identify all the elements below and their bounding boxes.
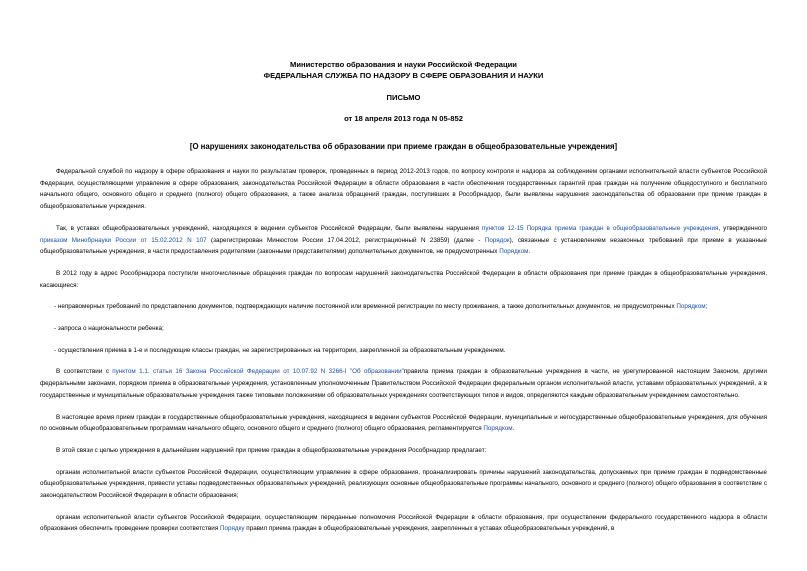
paragraph-7-text-a: В соответствии с bbox=[56, 368, 113, 376]
paragraph-2-text-b: , утвержденного bbox=[718, 224, 767, 232]
ministry-title: Министерство образования и науки Российской Федерации bbox=[290, 60, 517, 69]
document-type: ПИСЬМО bbox=[386, 93, 421, 102]
paragraph-8 bbox=[40, 412, 767, 435]
paragraph-4 bbox=[40, 301, 767, 313]
paragraph-2-text-a: Так, в уставах общеобразовательных учреждений, находящихся в ведении субъектов Российской Федерации, были выявлены нарушения bbox=[56, 224, 482, 232]
paragraph-11-text-a: органам исполнительной власти субъектов Российской Федерации, осуществляющим переданные полномочия Российской Федерации в области образования, при осуществлении федерального государственного надзора в области образования обеспечить проведение проверки соответствия bbox=[40, 513, 767, 533]
document-body bbox=[40, 166, 767, 545]
paragraph-7-text-b: правила приема граждан в образовательные учреждения в части, не урегулированной настоящим Законом, другими федеральными законами, порядком приема в образовательные учреждения, установленным уполномоченным Правительством Российской Федерации федеральным органом исполнительной власти, уставами образовательных учреждений, а в государственные и муниципальные образовательные учреждения также типовыми положениями об образовательных учреждениях соответствующих типов и видов, определяются каждым образовательным учреждением самостоятельно. bbox=[40, 368, 768, 399]
document-date: от 18 апреля 2013 года N 05-852 bbox=[344, 114, 463, 123]
paragraph-4-text-a: - неправомерных требований по представлению документов, подтверждающих наличие постоянной или временной регистрации по месту проживания, а также дополнительных документов, не предусмотренных bbox=[54, 303, 677, 311]
paragraph-5: - запроса о национальности ребенка; bbox=[54, 325, 164, 333]
paragraph-10: органам исполнительной власти субъектов Российской Федерации, осуществляющим управление в сфере образования, проанализировать причины нарушений законодательства, допускаемых при приеме граждан в подведомственные общеобразовательные учреждения, привести уставы подведомственных образовательных учреждений, реализующих основные общеобразовательные программы начального, основного и среднего (полного) общего образования в соответствие с законодательством Российской Федерации в области образования; bbox=[40, 468, 767, 500]
paragraph-8-text-a: В настоящее время прием граждан в государственные общеобразовательные учреждения, находящиеся в ведении субъектов Российской Федерации, муниципальные и негосударственные общеобразовательные учреждения, для обучения по основным общеобразовательным программам начального общего, основного общего и среднего (полного) общего образования, регламентируется bbox=[40, 413, 767, 433]
link-admission-rules-points[interactable]: пунктов 12-15 Порядка приема граждан в общеобразовательные учреждения bbox=[481, 224, 719, 232]
paragraph-3: В 2012 году в адрес Рособрнадзора поступили многочисленные обращения граждан по вопросам нарушений законодательства Российской Федерации в области образования при приеме граждан в общеобразовательные учреждения, касающиеся: bbox=[40, 269, 767, 289]
paragraph-2-text-c: (зарегистрирован Минюстом России 17.04.2012, регистрационный N 23859) (далее - bbox=[206, 236, 485, 244]
paragraph-2-text-d: ), связанные с установлением незаконных требований при приеме в указанные общеобразовательные учреждения, в части предоставления родителями (законными представителями) дополнительных документов, не предусмотренных bbox=[40, 236, 768, 256]
paragraph-8-text-b: . bbox=[512, 425, 515, 433]
paragraph-6: - осуществления приема в 1-е и последующие классы граждан, не зарегистрированных на территории, закрепленной за образовательным учреждением. bbox=[54, 346, 506, 354]
link-poryadok[interactable]: Порядок bbox=[484, 236, 510, 244]
service-title: ФЕДЕРАЛЬНАЯ СЛУЖБА ПО НАДЗОРУ В СФЕРЕ ОБРАЗОВАНИЯ И НАУКИ bbox=[263, 71, 544, 80]
document-subject: [О нарушениях законодательства об образовании при приеме граждан в общеобразовательные учреждения] bbox=[189, 142, 618, 151]
link-poryadkom[interactable]: Порядком bbox=[499, 248, 529, 256]
paragraph-2-text-e: . bbox=[528, 248, 531, 256]
link-poryadku[interactable]: Порядку bbox=[220, 525, 245, 533]
paragraph-4-text-b: ; bbox=[705, 303, 708, 311]
link-poryadkom-2[interactable]: Порядком bbox=[676, 303, 706, 311]
link-education-law-article[interactable]: пунктом 1.1. статьи 16 Закона Российской Федерации от 10.07.92 N 3266-I "Об образовании" bbox=[112, 368, 404, 376]
paragraph-7 bbox=[40, 366, 767, 401]
paragraph-1: Федеральной службой по надзору в сфере образования и науки по результатам проверок, проведенных в период 2012-2013 годов, по вопросу контроля и надзора за соблюдением органами исполнительной власти субъектов Российской Федерации, осуществляющими управление в сфере образования, законодательства Российской Федерации в области образования в части обеспечения государственных гарантий прав граждан на получение общедоступного и бесплатного начального общего, основного общего и среднего (полного) общего образования, а также анализа обращений граждан, поступивших в Рособрнадзор, были выявлены нарушения законодательства об образовании при приеме граждан в общеобразовательные учреждения. bbox=[40, 168, 767, 211]
link-ministry-order[interactable]: приказом Минобрнауки России от 15.02.2012 N 107 bbox=[40, 236, 207, 244]
paragraph-2 bbox=[40, 223, 767, 258]
paragraph-11-text-b: правил приема граждан в общеобразовательные учреждения, закрепленных в уставах общеобразовательных учреждений, в bbox=[244, 525, 615, 533]
paragraph-9: В этой связи с целью упреждения в дальнейшем нарушений при приеме граждан в общеобразовательные учреждения Рособрнадзор предлагает: bbox=[56, 446, 487, 454]
paragraph-11 bbox=[40, 512, 767, 535]
link-poryadkom-3[interactable]: Порядком bbox=[483, 425, 513, 433]
